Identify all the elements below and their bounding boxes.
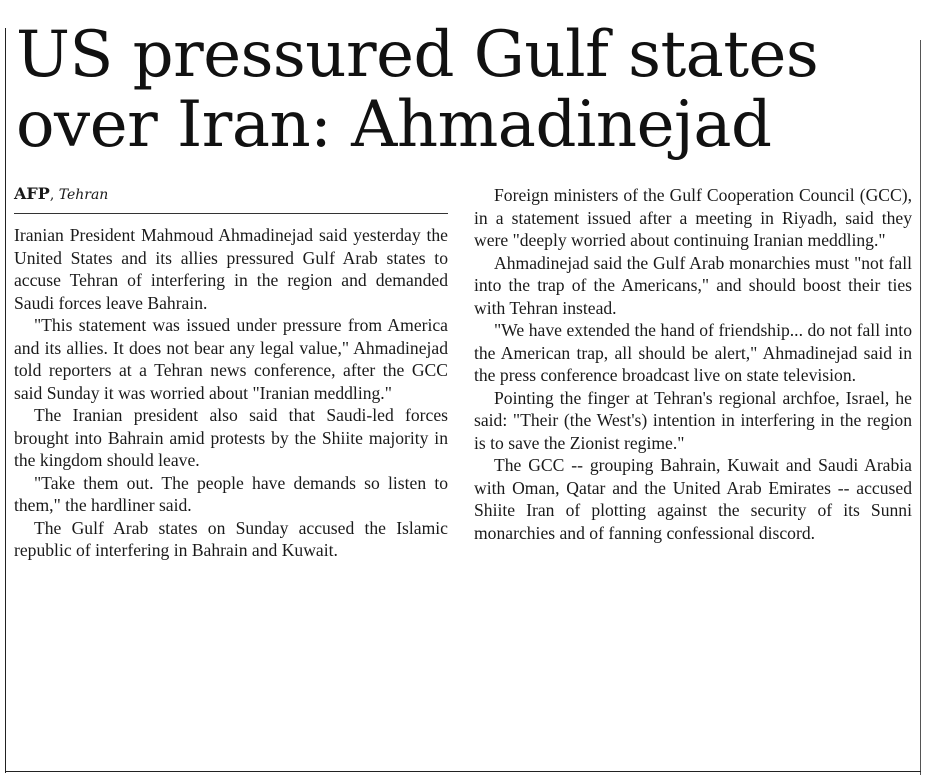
article-column-right [474, 184, 912, 544]
paragraph: The Iranian president also said that Saudi-led forces brought into Bahrain amid protests by the Shiite majority in the kingdom should leave. [14, 405, 448, 470]
paragraph: Ahmadinejad said the Gulf Arab monarchies must "not fall into the trap of the Americans," and should boost their ties with Tehran instead. [474, 252, 912, 318]
bottom-rule [5, 771, 921, 772]
headline-line-1: US pressured Gulf states [16, 18, 819, 92]
paragraph: Pointing the finger at Tehran's regional archfoe, Israel, he said: "Their (the West's) intention in interfering in the region is to save the Zionist regime." [474, 387, 912, 453]
column-rule-right [920, 40, 921, 775]
byline: AFP, Tehran [14, 184, 448, 214]
byline-agency: AFP [14, 184, 50, 203]
article-column-left [14, 184, 448, 562]
article-headline [16, 20, 906, 160]
headline-line-2: over Iran: Ahmadinejad [16, 88, 772, 162]
paragraph: "Take them out. The people have demands so listen to them," the hardliner said. [14, 472, 448, 515]
paragraph: "We have extended the hand of friendship... do not fall into the American trap, all should be alert," Ahmadinejad said in the press conference broadcast live on state television. [474, 320, 912, 385]
paragraph: The GCC -- grouping Bahrain, Kuwait and Saudi Arabia with Oman, Qatar and the United Arab Emirates -- accused Shiite Iran of plotting against the security of its Sunni monarchies and of fanning confessional discord. [474, 455, 912, 543]
paragraph: "This statement was issued under pressure from America and its allies. It does not bear any legal value," Ahmadinejad told reporters at a Tehran news conference, after the GCC said Sunday it was worried about "Iranian meddling." [14, 315, 448, 403]
byline-location: Tehran [58, 187, 109, 203]
column-rule-left [5, 28, 6, 773]
paragraph: The Gulf Arab states on Sunday accused the Islamic republic of interfering in Bahrain and Kuwait. [14, 517, 448, 560]
paragraph: Foreign ministers of the Gulf Cooperation Council (GCC), in a statement issued after a meeting in Riyadh, said they were "deeply worried about continuing Iranian meddling." [474, 185, 912, 250]
paragraph: Iranian President Mahmoud Ahmadinejad said yesterday the United States and its allies pressured Gulf Arab states to accuse Tehran of interfering in the region and demanded Saudi forces leave Bahrain. [14, 225, 448, 313]
